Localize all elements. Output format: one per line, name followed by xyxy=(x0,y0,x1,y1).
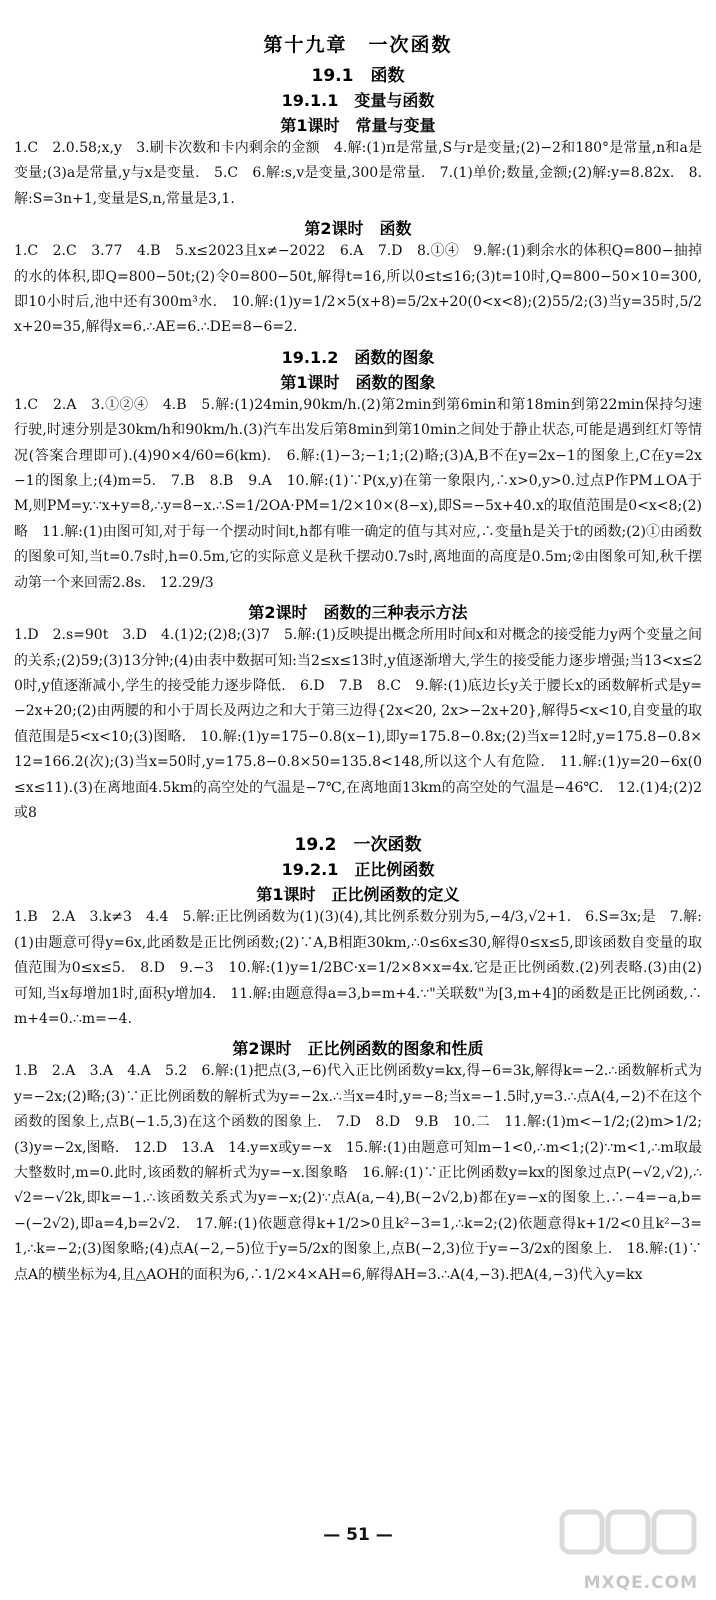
page-number: — 51 — xyxy=(323,1525,393,1545)
lesson-heading: 第2课时 函数 xyxy=(304,219,412,239)
subsection-heading-19-1-1: 19.1.1 变量与函数 xyxy=(281,91,435,110)
section-heading-19-2: 19.2 一次函数 xyxy=(294,835,422,856)
lesson-heading: 第1课时 常量与变量 xyxy=(280,116,436,135)
chapter-title: 第十九章 一次函数 xyxy=(263,34,453,56)
answer-paragraph: 1.D 2.s=90t 3.D 4.(1)2;(2)8;(3)7 5.解:(1)反映提出概念所用时间x和对概念的接受能力y两个变量之间的关系;(2)59;(3)13分钟;(4)由表中数据可知:当2≤x≤13时,y值逐渐增大,学生的接受能力逐步增强;当13<x≤20时,y值逐渐减小,学生的接受能力逐步降低. 6.D 7.B 8.C 9.解:(1)底边长y关于腰长x的函数解析式是y=−2x+20;(2)由两腰的和小于周长及两边之和大于第三边得{2x<20, 2x>−2x+20},解得5<x<10,自变量的取值范围是5<x<10;(3)图略. 10.解:(1)y=175−0.8(x−1),即y=175.8−0.8x;(2)当x=12时,y=175.8−0.8×12=166.2(次);(3)当x=50时,y=175.8−0.8×50=135.8<148,所以这个人有危险. 11.解:(1)y=20−6x(0≤x≤11).(3)在离地面4.5km的高空处的气温是−7℃,在离地面13km的高空处的气温是−46℃. 12.(1)4;(2)2或8 xyxy=(14,627,702,821)
lesson-heading: 第2课时 正比例函数的图象和性质 xyxy=(232,1039,484,1059)
lesson-heading: 第1课时 正比例函数的定义 xyxy=(256,885,460,905)
answer-paragraph: 1.B 2.A 3.k≠3 4.4 5.解:正比例函数为(1)(3)(4),其比例系数分别为5,−4/3,√2+1. 6.S=3x;是 7.解:(1)由题意可得y=6x,此函数是正比例函数;(2)∵A,B相距30km,∴0≤6x≤30,解得0≤x≤5,即该函数自变量的取值范围为0≤x≤5. 8.D 9.−3 10.解:(1)y=1/2BC·x=1/2×8×x=4x.它是正比例函数.(2)列表略.(3)由(2)可知,当x每增加1时,面积y增加4. 11.解:由题意得a=3,b=m+4.∵"关联数"为[3,m+4]的函数是正比例函数,∴m+4=0.∴m=−4. xyxy=(14,909,702,1027)
answer-paragraph: 1.C 2.C 3.77 4.B 5.x≤2023且x≠−2022 6.A 7.D 8.①④ 9.解:(1)剩余水的体积Q=800−抽掉的水的体积,即Q=800−50t;(2)令0=800−50t,解得t=16,所以0≤t≤16;(3)t=10时,Q=800−50×10=300,即10小时后,池中还有300m³水. 10.解:(1)y=1/2×5(x+8)=5/2x+20(0<x<8);(2)55/2;(3)当y=35时,5/2x+20=35,解得x=6.∴AE=6.∴DE=8−6=2. xyxy=(14,243,702,336)
subsection-heading-19-1-2: 19.1.2 函数的图象 xyxy=(281,347,435,367)
watermark-text: MXQE.COM xyxy=(583,1573,698,1593)
answer-paragraph: 1.C 2.0.58;x,y 3.刷卡次数和卡内剩余的金额 4.解:(1)π是常量,S与r是变量;(2)−2和180°是常量,n和a是变量;(3)a是常量,y与x是变量. 5.C 6.解:s,v是变量,300是常量. 7.(1)单价;数量,金额;(2)解:y=8.82x. 8.解:S=3n+1,变量是S,n,常量是3,1. xyxy=(14,140,702,207)
lesson-heading: 第1课时 函数的图象 xyxy=(280,372,436,392)
answer-body xyxy=(0,136,716,1288)
lesson-heading: 第2课时 函数的三种表示方法 xyxy=(248,603,468,623)
subsection-heading-19-2-1: 19.2.1 正比例函数 xyxy=(281,860,435,880)
answer-paragraph: 1.B 2.A 3.A 4.A 5.2 6.解:(1)把点(3,−6)代入正比例函数y=kx,得−6=3k,解得k=−2.∴函数解析式为y=−2x;(2)略;(3)∵正比例函数的解析式为y=−2x.∴当x=4时,y=−8;当x=−1.5时,y=3.∴点A(4,−2)不在这个函数的图象上,点B(−1.5,3)在这个函数的图象上. 7.D 8.D 9.B 10.二 11.解:(1)m<−1/2;(2)m>1/2;(3)y=−2x,图略. 12.D 13.A 14.y=x或y=−x 15.解:(1)由题意可知m−1<0,∴m<1;(2)∵m<1,∴m取最大整数时,m=0.此时,该函数的解析式为y=−x.图象略 16.解:(1)∵正比例函数y=kx的图象过点P(−√2,√2),∴√2=−√2k,即k=−1.∴该函数关系式为y=−x;(2)∵点A(a,−4),B(−2√2,b)都在y=−x的图象上.∴−4=−a,b=−(−2√2),即a=4,b=2√2. 17.解:(1)依题意得k+1/2>0且k²−3=1,∴k=2;(2)依题意得k+1/2<0且k²−3=1,∴k=−2;(3)图象略;(4)点A(−2,−5)位于y=5/2x的图象上,点B(−2,3)位于y=−3/2x的图象上. 18.解:(1)∵点A的横坐标为4,且△AOH的面积为6,∴1/2×4×AH=6,解得AH=3.∴A(4,−3).把A(4,−3)代入y=kx xyxy=(14,1063,702,1283)
answer-paragraph: 1.C 2.A 3.①②④ 4.B 5.解:(1)24min,90km/h.(2)第2min到第6min和第18min到第22min保持匀速行驶,时速分别是30km/h和90km/h.(3)汽车出发后第8min到第10min之间处于静止状态,可能是遇到红灯等情况(答案合理即可).(4)90×4/60=6(km). 6.解:(1)−3;−1;1;(2)略;(3)A,B不在y=2x−1的图象上,C在y=2x−1的图象上;(4)m=5. 7.B 8.B 9.A 10.解:(1)∵P(x,y)在第一象限内,∴x>0,y>0.过点P作PM⊥OA于M,则PM=y.∵x+y=8,∴y=8−x.∴S=1/2OA·PM=1/2×10×(8−x),即S=−5x+40.x的取值范围是0<x<8;(2)略 11.解:(1)由图可知,对于每一个摆动时间t,h都有唯一确定的值与其对应,∴变量h是关于t的函数;(2)①由函数的图象可知,当t=0.7s时,h=0.5m,它的实际意义是秋千摆动0.7s时,离地面的高度是0.5m;②由图象可知,秋千摆动第一个来回需2.8s. 12.29/3 xyxy=(14,396,702,591)
section-heading-19-1: 19.1 函数 xyxy=(311,66,405,86)
